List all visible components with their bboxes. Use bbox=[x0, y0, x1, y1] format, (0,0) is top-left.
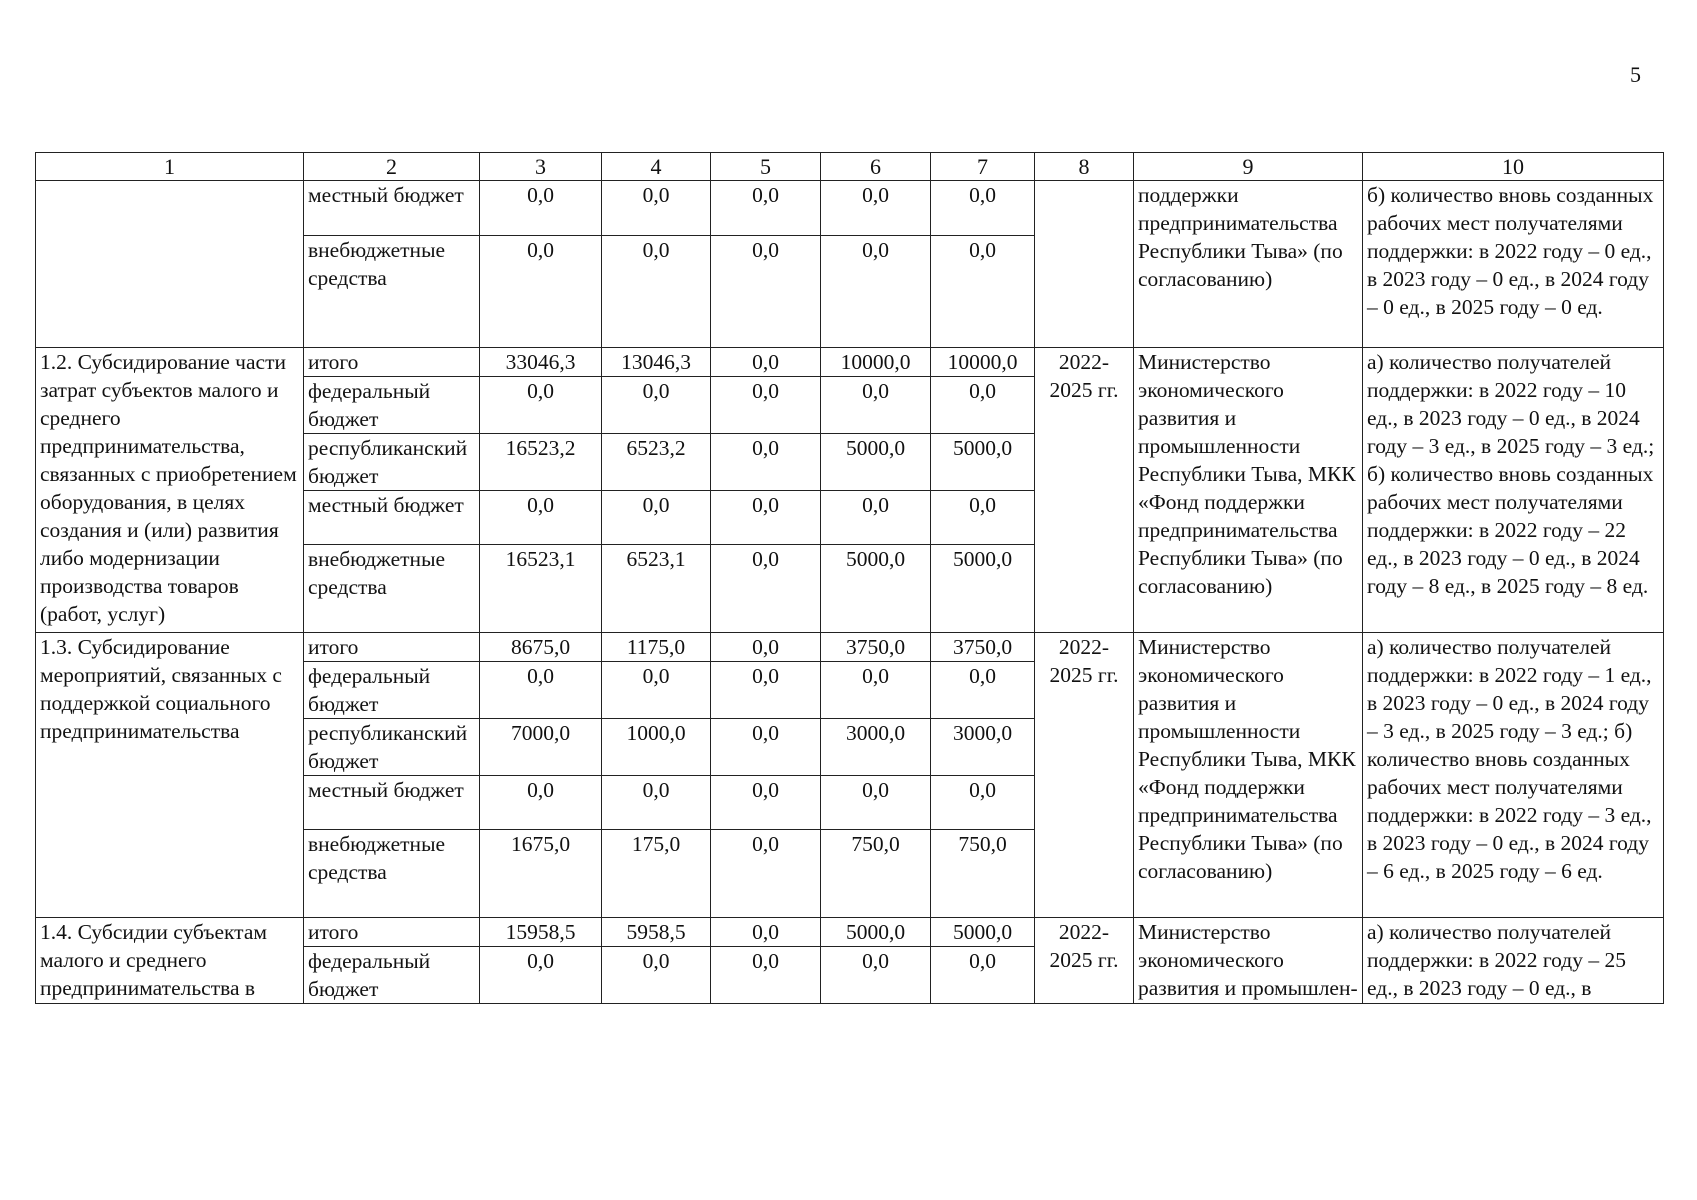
funding-source: итого bbox=[304, 918, 480, 947]
funding-source: федеральный бюджет bbox=[304, 662, 480, 719]
amount-cell: 0,0 bbox=[931, 491, 1035, 545]
amount-cell: 750,0 bbox=[821, 830, 931, 918]
column-number-row bbox=[36, 153, 1664, 181]
amount-cell: 0,0 bbox=[821, 181, 931, 236]
measure-name-cell: 1.4. Субсидии субъектам малого и среднего предпринимательства в bbox=[36, 918, 304, 1004]
amount-cell: 5000,0 bbox=[931, 545, 1035, 633]
amount-cell: 10000,0 bbox=[821, 348, 931, 377]
column-number: 1 bbox=[36, 153, 304, 181]
amount-cell: 3750,0 bbox=[821, 633, 931, 662]
amount-cell: 5000,0 bbox=[931, 918, 1035, 947]
amount-cell: 0,0 bbox=[821, 377, 931, 434]
executor-cell: поддержки предпринимательства Республики Тыва» (по согласованию) bbox=[1134, 181, 1363, 348]
amount-cell: 0,0 bbox=[711, 947, 821, 1004]
amount-cell: 3000,0 bbox=[821, 719, 931, 776]
amount-cell: 0,0 bbox=[711, 918, 821, 947]
column-number: 4 bbox=[602, 153, 711, 181]
amount-cell: 0,0 bbox=[931, 236, 1035, 348]
amount-cell: 0,0 bbox=[711, 377, 821, 434]
amount-cell: 8675,0 bbox=[480, 633, 602, 662]
program-measures-table bbox=[35, 152, 1664, 1004]
funding-source: внебюджетные средства bbox=[304, 830, 480, 918]
amount-cell: 0,0 bbox=[480, 776, 602, 830]
amount-cell: 0,0 bbox=[602, 662, 711, 719]
amount-cell: 5958,5 bbox=[602, 918, 711, 947]
funding-source: местный бюджет bbox=[304, 776, 480, 830]
funding-source: федеральный бюджет bbox=[304, 377, 480, 434]
amount-cell: 0,0 bbox=[931, 947, 1035, 1004]
column-number: 5 bbox=[711, 153, 821, 181]
amount-cell: 0,0 bbox=[602, 947, 711, 1004]
column-number: 10 bbox=[1363, 153, 1664, 181]
amount-cell: 0,0 bbox=[711, 434, 821, 491]
amount-cell: 0,0 bbox=[931, 377, 1035, 434]
amount-cell: 1000,0 bbox=[602, 719, 711, 776]
funding-source: итого bbox=[304, 348, 480, 377]
amount-cell: 0,0 bbox=[711, 545, 821, 633]
funding-source: республиканский бюджет bbox=[304, 719, 480, 776]
column-number: 7 bbox=[931, 153, 1035, 181]
amount-cell: 0,0 bbox=[480, 377, 602, 434]
amount-cell: 0,0 bbox=[480, 947, 602, 1004]
funding-source: республиканский бюджет bbox=[304, 434, 480, 491]
funding-source: федеральный бюджет bbox=[304, 947, 480, 1004]
amount-cell: 6523,2 bbox=[602, 434, 711, 491]
column-number: 2 bbox=[304, 153, 480, 181]
column-number: 8 bbox=[1035, 153, 1134, 181]
amount-cell: 1175,0 bbox=[602, 633, 711, 662]
amount-cell: 0,0 bbox=[602, 377, 711, 434]
amount-cell: 13046,3 bbox=[602, 348, 711, 377]
amount-cell: 0,0 bbox=[711, 719, 821, 776]
amount-cell: 0,0 bbox=[711, 776, 821, 830]
amount-cell: 7000,0 bbox=[480, 719, 602, 776]
amount-cell: 10000,0 bbox=[931, 348, 1035, 377]
indicators-cell: а) количество получателей поддержки: в 2022 году – 25 ед., в 2023 году – 0 ед., в bbox=[1363, 918, 1664, 1004]
amount-cell: 33046,3 bbox=[480, 348, 602, 377]
funding-source: итого bbox=[304, 633, 480, 662]
amount-cell: 0,0 bbox=[711, 662, 821, 719]
amount-cell: 175,0 bbox=[602, 830, 711, 918]
amount-cell: 3000,0 bbox=[931, 719, 1035, 776]
amount-cell: 16523,2 bbox=[480, 434, 602, 491]
amount-cell: 5000,0 bbox=[821, 434, 931, 491]
amount-cell: 6523,1 bbox=[602, 545, 711, 633]
amount-cell: 0,0 bbox=[711, 830, 821, 918]
amount-cell: 0,0 bbox=[931, 181, 1035, 236]
executor-cell: Министерство экономического развития и промышленности Республики Тыва, МКК «Фонд поддержки предпринимательства Республики Тыва» (по согласованию) bbox=[1134, 348, 1363, 633]
amount-cell: 0,0 bbox=[711, 348, 821, 377]
amount-cell: 16523,1 bbox=[480, 545, 602, 633]
table-row bbox=[36, 181, 1664, 236]
amount-cell: 0,0 bbox=[821, 662, 931, 719]
amount-cell: 0,0 bbox=[480, 491, 602, 545]
amount-cell: 5000,0 bbox=[931, 434, 1035, 491]
indicators-cell: а) количество получателей поддержки: в 2022 году – 10 ед., в 2023 году – 0 ед., в 2024 году – 3 ед., в 2025 году – 3 ед.; б) количество вновь созданных рабочих мест получателями поддержки: в 2022 году – 22 ед., в 2023 году – 0 ед., в 2024 году – 8 ед., в 2025 году – 8 ед. bbox=[1363, 348, 1664, 633]
funding-source: местный бюджет bbox=[304, 491, 480, 545]
amount-cell: 5000,0 bbox=[821, 545, 931, 633]
indicators-cell: а) количество получателей поддержки: в 2022 году – 1 ед., в 2023 году – 0 ед., в 2024 году – 3 ед., в 2025 году – 3 ед.; б) количество вновь созданных рабочих мест получателями поддержки: в 2022 году – 3 ед., в 2023 году – 0 ед., в 2024 году – 6 ед., в 2025 году – 6 ед. bbox=[1363, 633, 1664, 918]
amount-cell: 0,0 bbox=[711, 491, 821, 545]
table-row bbox=[36, 348, 1664, 377]
executor-cell: Министерство экономического развития и промышленности Республики Тыва, МКК «Фонд поддержки предпринимательства Республики Тыва» (по согласованию) bbox=[1134, 633, 1363, 918]
amount-cell: 0,0 bbox=[821, 947, 931, 1004]
amount-cell: 0,0 bbox=[931, 662, 1035, 719]
amount-cell: 1675,0 bbox=[480, 830, 602, 918]
amount-cell: 0,0 bbox=[602, 491, 711, 545]
amount-cell: 0,0 bbox=[711, 633, 821, 662]
amount-cell: 0,0 bbox=[602, 236, 711, 348]
amount-cell: 0,0 bbox=[480, 181, 602, 236]
amount-cell: 0,0 bbox=[931, 776, 1035, 830]
period-cell bbox=[1035, 181, 1134, 348]
funding-source: внебюджетные средства bbox=[304, 236, 480, 348]
amount-cell: 0,0 bbox=[711, 181, 821, 236]
measure-name-cell: 1.3. Субсидирование мероприятий, связанных с поддержкой социального предпринимательства bbox=[36, 633, 304, 918]
amount-cell: 5000,0 bbox=[821, 918, 931, 947]
measure-name-cell: 1.2. Субсидирование части затрат субъектов малого и среднего предпринимательства, связанных с приобретением оборудования, в целях создания и (или) развития либо модернизации производства товаров (работ, услуг) bbox=[36, 348, 304, 633]
amount-cell: 0,0 bbox=[480, 236, 602, 348]
funding-source: местный бюджет bbox=[304, 181, 480, 236]
measure-name-cell bbox=[36, 181, 304, 348]
period-cell: 2022-2025 гг. bbox=[1035, 633, 1134, 918]
amount-cell: 0,0 bbox=[711, 236, 821, 348]
indicators-cell: б) количество вновь созданных рабочих мест получателями поддержки: в 2022 году – 0 ед., в 2023 году – 0 ед., в 2024 году – 0 ед., в 2025 году – 0 ед. bbox=[1363, 181, 1664, 348]
table-row bbox=[36, 633, 1664, 662]
period-cell: 2022-2025 гг. bbox=[1035, 348, 1134, 633]
column-number: 3 bbox=[480, 153, 602, 181]
period-cell: 2022-2025 гг. bbox=[1035, 918, 1134, 1004]
amount-cell: 15958,5 bbox=[480, 918, 602, 947]
amount-cell: 0,0 bbox=[602, 776, 711, 830]
amount-cell: 0,0 bbox=[480, 662, 602, 719]
amount-cell: 0,0 bbox=[602, 181, 711, 236]
amount-cell: 3750,0 bbox=[931, 633, 1035, 662]
funding-source: внебюджетные средства bbox=[304, 545, 480, 633]
column-number: 9 bbox=[1134, 153, 1363, 181]
amount-cell: 0,0 bbox=[821, 236, 931, 348]
executor-cell: Министерство экономического развития и промышлен- bbox=[1134, 918, 1363, 1004]
amount-cell: 0,0 bbox=[821, 491, 931, 545]
amount-cell: 750,0 bbox=[931, 830, 1035, 918]
page-number: 5 bbox=[1630, 62, 1641, 87]
amount-cell: 0,0 bbox=[821, 776, 931, 830]
table-row bbox=[36, 918, 1664, 947]
column-number: 6 bbox=[821, 153, 931, 181]
